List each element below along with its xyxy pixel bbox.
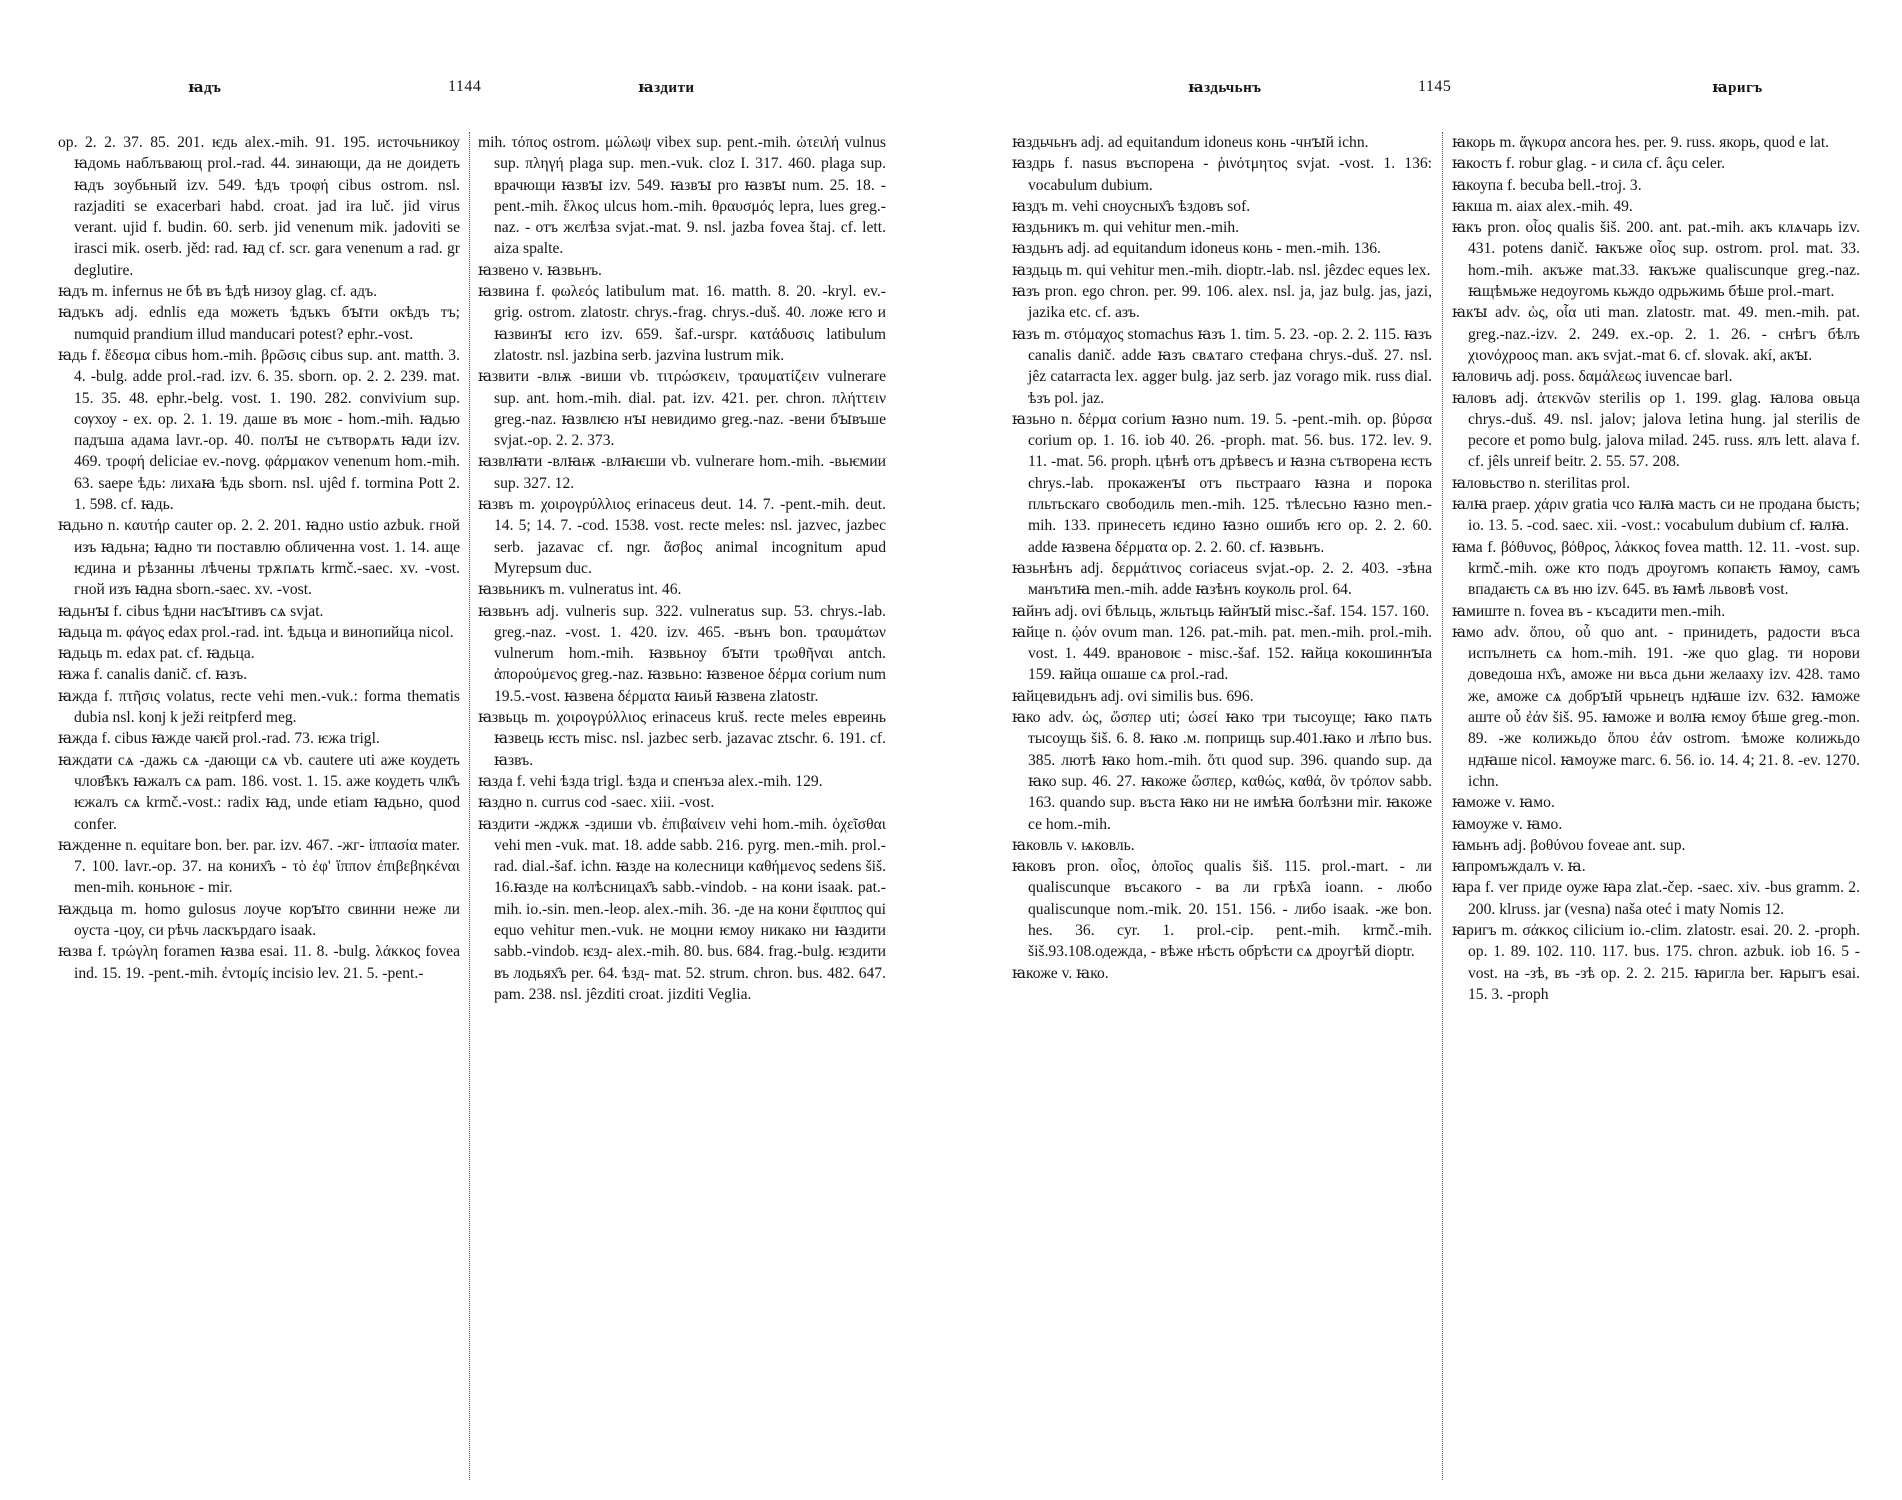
dictionary-entry: ꙗловичь adj. poss. δαμάλεως iuvencae barl. <box>1452 368 1733 386</box>
dictionary-entry: ꙗзвьнъ adj. vulneris sup. 322. vulneratus sup. 53. chrys.-lab. greg.-naz. -vost. 1. 420. izv. 465. -вънъ bon. τραυμάτων vulnerum hom.-mih. ꙗзвьноу бꙑти τρωθῆναι antch. ἀπορούμενος greg.-naz. ꙗзвьно: ꙗзвеное δέρμα corium num 19.5.-vost. ꙗзвена δέρματα ꙗиьй ꙗзвена zlatostr. <box>478 602 886 705</box>
running-head-last-word: ꙗригъ <box>1712 80 1763 96</box>
dictionary-entry: ꙗздьникъ m. qui vehitur men.-mih. <box>1012 219 1240 237</box>
dictionary-entry: ꙗжда f. cibus ꙗжде чаѥй prol.-rad. 73. ѥжа trigl. <box>58 730 380 748</box>
dictionary-entry: ꙗзда f. vehi ѣзда trigl. ѣзда и спенъза alex.-mih. 129. <box>478 772 823 790</box>
dictionary-entry: ꙗкоупа f. becuba bell.-troj. 3. <box>1452 176 1642 194</box>
dictionary-entry: ꙗдьнꙑ f. cibus ѣдни насꙑтивъ сѧ svjat. <box>58 602 324 620</box>
dictionary-column <box>478 132 886 1480</box>
dictionary-entry: ꙗра f. ver приде оуже ꙗра zlat.-čep. -saec. xiv. -bus gramm. 2. 200. klruss. jar (vesna) naša oteć i maty Nomis 12. <box>1452 879 1860 918</box>
dictionary-entry: ꙗдьца m. φάγος edax prol.-rad. int. ѣдьца и винопийца nicol. <box>58 623 454 641</box>
dictionary-entry: ꙗмо adv. ὅπου, οὗ quo ant. - принидеть, радости въса испълнеть сѧ hom.-mih. 191. -же quo glag. ти норови доведоша нх҄ъ, аможе ни вьса дьни желааху izv. 428. тамо же, аможе сѧ добрꙑй чрьнецъ ндꙗше izv. 632. ꙗможе аште οὗ ἐάν šiš. 95. ꙗможе и волꙗ ѥмоу бѣше greg.-mon. 89. -же колижьдо ὅπου ἐάν ostrom. ѣможе колижьдо ндꙗше nicol. ꙗмоуже marc. 6. 56. io. 14. 4; 21. 8. -ev. 1270. ichn. <box>1452 623 1860 790</box>
columns <box>58 132 888 1480</box>
running-head-last-word: ꙗздити <box>638 80 695 96</box>
dictionary-entry: ꙗздити -жджѫ -здиши vb. ἐπιβαίνειν vehi hom.-mih. ὀχεῖσθαι vehi men -vuk. mat. 18. adde sabb. 216. pyrg. men.-mih. prol.-rad. dial.-šaf. ichn. ꙗзде на колесници καθήμενος sedens šiš. 16.ꙗзде на колѣсницах҄ъ sabb.-vindob. - на кони isaak. pat.-mih. io.-sin. men.-leop. alex.-mih. 36. -де на кони ἔφιππος qui equo vehitur men.-vuk. не моцни ѥмоу никако ни ꙗздити sabb.-vindob. ѥзд- alex.-mih. 80. bus. 684. frag.-bulg. ѥздити въ лодьях҄ъ per. 64. ѣзд- mat. 52. strum. chron. bus. 482. 647. pam. 238. nsl. jêzditi croat. jizditi Veglia. <box>478 815 886 1003</box>
dictionary-entry: ꙗможе v. ꙗмо. <box>1452 794 1555 812</box>
dictionary-entry: ꙗжденне n. equitare bon. ber. par. izv. 467. -жг- ἱππασία mater. 7. 100. lavr.-op. 37. на коних҄ъ - τὸ ἐφ' ἵππον ἐπιβεβηκέναι men-mih. коньноѥ - mir. <box>58 836 460 897</box>
dictionary-entry: ꙗзва f. τρώγλη foramen ꙗзва esai. 11. 8. -bulg. λάκκος fovea ind. 15. 19. -pent.-mih. ἐντομίς incisio lev. 21. 5. -pent.- <box>58 943 460 982</box>
right-page <box>1012 70 1860 1480</box>
page-number: 1145 <box>1418 78 1452 95</box>
running-head <box>1012 70 1860 100</box>
dictionary-entry: ꙗкꙑ adv. ὡς, οἷα uti man. zlatostr. mat. 49. men.-mih. pat. greg.-naz.-izv. 2. 249. ex.-op. 2. 1. 26. - снѣгъ бѣлъ χιονόχροος man. акъ svjat.-mat 6. cf. slovak. akí, акꙑ. <box>1452 304 1860 364</box>
dictionary-entry: ꙗждьца m. homo gulosus лоуче корꙑто свинни неже ли оуста -цоу, си рѣчь ласкърдаго isaak. <box>58 900 460 939</box>
dictionary-column <box>58 132 460 1480</box>
dictionary-entry: ꙗздъ m. vehi сноусных҄ъ ѣздовъ sof. <box>1012 197 1251 215</box>
dictionary-entry: ꙗзвено v. ꙗзвьнъ. <box>478 261 602 279</box>
dictionary-entry: op. 2. 2. 37. 85. 201. ѥдь alex.-mih. 91. 195. источьникоу ꙗдомь наблъвающ prol.-rad. 44. зинающи, да не доидеть ꙗдъ зоубьный izv. 549. ѣдъ τροφή cibus ostrom. nsl. razjaditi se exacerbari habd. croat. jad ira luč. jid virus verant. ujid f. budin. 60. serb. jid venenum mik. jadoviti se irasci mik. oserb. jěd: rad. ꙗд cf. scr. gara venenum a rad. gr deglutire. <box>58 134 460 279</box>
dictionary-entry: ꙗзвьникъ m. vulneratus int. 46. <box>478 581 682 599</box>
dictionary-entry: ꙗко adv. ὡς, ὥσπερ uti; ὡσεί ꙗко три тысоуще; ꙗко пѧть тысоущь šiš. 6. 8. ꙗко .м. поприщь sup.401.ꙗко и лѣпо bus. 385. лютѣ ꙗко hom.-mih. ὅτι quod sup. 396. quando sup. да ꙗко sup. 46. 27. ꙗкоже ὥσπερ, καθώς, καθά, ὃν τρόπον sabb. 163. quando sup. въста ꙗко ни не имѣꙗ болѣзни mir. ꙗкоже се hom.-mih. <box>1012 709 1432 833</box>
columns <box>1012 132 1860 1480</box>
dictionary-entry: ꙗждати сѧ -дажь сѧ -дающи сѧ vb. cautere uti аже коудеть члов҄ѣкъ ꙗжалъ сѧ pam. 186. vost. 1. 15. аже коудеть члк҄ъ ѥжалъ сѧ krmč.-vost.: radix ꙗд, unde etiam ꙗдьно, quod confer. <box>58 751 460 833</box>
dictionary-entry: ꙗмьнъ adj. βοθύνου foveae ant. sup. <box>1452 836 1686 854</box>
dictionary-entry: ꙗжда f. πτῆσις volatus, recte vehi men.-vuk.: forma thematis dubia nsl. konj k ježi reitpferd meg. <box>58 687 460 727</box>
page-number: 1144 <box>448 78 482 95</box>
dictionary-entry: ꙗдь f. ἔδεσμα cibus hom.-mih. βρῶσις cibus sup. ant. matth. 3. 4. -bulg. adde prol.-rad. izv. 6. 35. sborn. op. 2. 2. 239. mat. 15. 35. 48. ephr.-belg. vost. 1. 190. 282. convivium sup. сѹхоу - ex. op. 2. 1. 19. даше въ моѥ - hom.-mih. ꙗдью падъша адама lavr.-op. 40. полꙑ не сътворѧть ꙗди izv. 469. τροφή deliciae ev.-novg. φάρμακον venenum hom.-mih. 63. saepe ѣдь: лихаꙗ ѣдь sborn. nsl. ujêd f. tormina Pott 2. 1. 598. cf. ꙗдь. <box>58 346 460 514</box>
dictionary-entry: ꙗмоуже v. ꙗмо. <box>1452 815 1563 833</box>
dictionary-entry: ꙗкша m. aiax alex.-mih. 49. <box>1452 197 1633 215</box>
dictionary-entry: ꙗзвити -влѭ -виши vb. τιτρώσκειν, τραυματίζειν vulnerare sup. ant. hom.-mih. dial. pat. izv. 421. per. chron. πλήττειν greg.-naz. ꙗзвлѥю нꙑ невидимо greg.-naz. -вени бꙑвъше svjat.-op. 2. 2. 373. <box>478 368 886 450</box>
dictionary-entry: ꙗйцевидьнъ adj. ovi similis bus. 696. <box>1012 687 1254 705</box>
dictionary-entry: ꙗздьнъ adj. ad equitandum idoneus конь - men.-mih. 136. <box>1012 240 1381 258</box>
dictionary-entry: ꙗдьць m. edax pat. cf. ꙗдьца. <box>58 645 255 663</box>
dictionary-entry: ꙗдьно n. καυτήρ cauter op. 2. 2. 201. ꙗдно ustio azbuk. гной изъ ꙗдьна; ꙗдно ти поставлю обличенна vost. 1. 14. аще ѥдина и рѣзанны лѣчены трѫпѧть krmč.-saec. xv. -vost. гной изъ ꙗдна sborn.-saec. xv. -vost. <box>58 517 460 599</box>
left-page <box>58 70 888 1480</box>
dictionary-entry: ꙗдъ m. infernus не бѣ въ ѣдѣ низоу glag. cf. адъ. <box>58 283 378 301</box>
dictionary-entry: ꙗковъ pron. οἷος, ὁποῖος qualis šiš. 115. prol.-mart. - ли qualiscunque въсакого - ва ли грѣх҄а ioann. - любо qualiscunque nom.-mik. 20. 151. 156. - либо isaak. -же bon. hes. 36. cyr. 1. prol.-cip. pent.-mih. krmč.-mih. šiš.93.108.одежда, - вѣже нѣсть обрѣсти сѧ дроугѣй dioptr. <box>1012 858 1432 961</box>
dictionary-entry: ꙗжа f. canalis danič. cf. ꙗзъ. <box>58 666 248 684</box>
dictionary-entry: ꙗздрь f. nasus въспорена - ῥινότμητος svjat. -vost. 1. 136: vocabulum dubium. <box>1012 155 1432 194</box>
dictionary-entry: ꙗдъкъ adj. ednlis еда можеть ѣдъкъ бꙑти окѣдъ тъ; numquid prandium illud manducari potest? ephr.-vost. <box>58 304 460 343</box>
running-head-first-word: ꙗздьчьнъ <box>1188 80 1262 96</box>
dictionary-entry: ꙗзвьць m. χοιρογρύλλιος erinaceus kruš. recte meles евреинь ꙗзвець ѥсть misc. nsl. jazbec serb. jazavac ztschr. 6. 191. cf. ꙗзвъ. <box>478 709 886 769</box>
dictionary-entry: ꙗкость f. robur glag. - и сила cf. âçu celer. <box>1452 155 1726 173</box>
dictionary-entry: ꙗкорь m. ἄγκυρα ancora hes. per. 9. russ. якорь, quod e lat. <box>1452 134 1830 151</box>
page-gutter <box>942 60 956 1480</box>
dictionary-entry: ꙗйце n. ᾠόν ovum man. 126. pat.-mih. pat. men.-mih. prol.-mih. vost. 1. 449. врановоѥ - misc.-šaf. 152. ꙗйца кокошиннꙑа 159. ꙗйца ошаше сѧ prol.-rad. <box>1012 623 1432 684</box>
dictionary-column <box>1452 132 1860 1480</box>
dictionary-entry: ꙗзвлꙗти -влꙗѭ -влꙗѥши vb. vulnerare hom.-mih. -вьѥмии sup. 327. 12. <box>478 453 886 492</box>
dictionary-column <box>1012 132 1432 1480</box>
dictionary-entry: ꙗлꙗ praep. χάριν gratia чсо ꙗлꙗ масть си не продана бысть; io. 13. 5. -cod. saec. xii. -vost.: vocabulum dubium cf. ꙗлꙗ. <box>1452 496 1860 535</box>
dictionary-entry: ꙗздьчьнъ adj. ad equitandum idoneus конь -чнꙑй ichn. <box>1012 134 1369 151</box>
dictionary-entry: ꙗловьство n. sterilitas prol. <box>1452 474 1631 492</box>
dictionary-entry: ꙗзьнѣнъ adj. δερμάτινος coriaceus svjat.-op. 2. 2. 403. -зѣна манътиꙗ men.-mih. adde ꙗзѣнъ коуколь prol. 64. <box>1012 559 1432 599</box>
running-head <box>58 70 888 100</box>
dictionary-entry: ꙗмиште n. fovea въ - късадити men.-mih. <box>1452 602 1726 620</box>
dictionary-entry: ꙗздно n. currus cod -saec. xiii. -vost. <box>478 794 715 812</box>
dictionary-entry: ꙗковль v. ѩковль. <box>1012 836 1135 854</box>
dictionary-entry: mih. τόπος ostrom. μώλωψ vibex sup. pent.-mih. ὠτειλή vulnus sup. πληγή plaga sup. men.-vuk. cloz I. 317. 460. plaga sup. врачющи ꙗзвꙑ izv. 549. ꙗзвꙑ pro ꙗзвꙑ num. 25. 18. -pent.-mih. ἕλκος ulcus hom.-mih. θραυσμός lepra, lues greg.-naz. - отъ жєлѣза svjat.-mat. 9. nsl. jazba fovea štaj. cf. lett. aiza spalte. <box>478 134 886 258</box>
dictionary-entry: ꙗзъ pron. ego chron. per. 99. 106. alex. nsl. ja, jaz bulg. jas, jazi, jazika etc. cf. азъ. <box>1012 283 1432 322</box>
dictionary-entry: ꙗкоже v. ꙗко. <box>1012 964 1109 982</box>
dictionary-entry: ꙗйнъ adj. ovi бѣльць, жльтьць ꙗйнꙑй misc.-šaf. 154. 157. 160. <box>1012 602 1430 620</box>
dictionary-entry: ꙗловъ adj. ἀτεκνῶν sterilis op 1. 199. glag. ꙗлова овьца chrys.-duš. 49. nsl. jalov; jalova letina hung. jal sterilis de pecore et pomo bulg. jalova milad. 245. russ. ялъ lett. alava f. cf. jêls unreif beitr. 2. 55. 57. 208. <box>1452 389 1860 471</box>
dictionary-entry: ꙗздьць m. qui vehitur men.-mih. dioptr.-lab. nsl. jêzdec eques lex. <box>1012 261 1431 279</box>
dictionary-entry: ꙗзвина f. φωλεός latibulum mat. 16. matth. 8. 20. -kryl. ev.-grig. ostrom. zlatostr. chrys.-frag. chrys.-duš. 40. ложе ѥго и ꙗзвинꙑ ѥго izv. 659. šaf.-urspr. κατάδυσις latibulum zlatostr. nsl. jazbina serb. jazvina lustrum mik. <box>478 283 886 364</box>
dictionary-entry: ꙗпромъждалъ v. ꙗ. <box>1452 858 1586 876</box>
running-head-first-word: ꙗдъ <box>188 80 222 96</box>
dictionary-entry: ꙗзьно n. δέρμα corium ꙗзно num. 19. 5. -pent.-mih. op. βύρσα corium op. 1. 16. iob 40. 26. -proph. mat. 56. bus. 172. lev. 9. 11. -mat. 56. proph. цѣнѣ отъ дрѣвесъ и ꙗзна сътворена ѥсть chrys.-lab. прокаженꙑ отъ пьстрааго ꙗзна и порока пльтьскаго свободиль men.-mih. 125. тѣлесьно ꙗзно men.-mih. 133. принесеть ѥдино ꙗзно ошибъ ѥго op. 2. 2. 60. adde ꙗзвена δέρματα op. 2. 2. 60. cf. ꙗзвьнъ. <box>1012 410 1432 556</box>
dictionary-entry: ꙗзвъ m. χοιρογρύλλιος erinaceus deut. 14. 7. -pent.-mih. deut. 14. 5; 14. 7. -cod. 1538. vost. recte meles: nsl. jazvec, jazbec serb. jazavac cf. ngr. ἄσβος animal incognitum apud Myrepsum duc. <box>478 496 886 577</box>
dictionary-entry: ꙗзъ m. στόμαχος stomachus ꙗзъ 1. tim. 5. 23. -op. 2. 2. 115. ꙗзъ canalis danič. adde ꙗзъ свѧтаго стефана chrys.-duš. 27. nsl. jêz catarracta lex. agger bulg. jaz serb. jaz vorago mik. russ dial. ѣзъ pol. jaz. <box>1012 325 1432 407</box>
dictionary-entry: ꙗкъ pron. οἷος qualis šiš. 200. ant. pat.-mih. акъ клѧчарь izv. 431. potens danič. ꙗкъже οἷος sup. ostrom. prol. mat. 33. hom.-mih. акъже mat.33. ꙗкъже qualiscunque greg.-naz. ꙗщѣмьже недоугомь кьждо одрьжимь бѣше prol.-mart. <box>1452 219 1860 301</box>
dictionary-entry: ꙗма f. βόθυνος, βόθρος, λάκκος fovea matth. 12. 11. -vost. sup. krmč.-mih. оже кто подъ дроугомъ копаѥть ꙗмоу, самъ впадаѥть сѧ въ ню izv. 645. въ ꙗмѣ львовѣ vost. <box>1452 538 1860 599</box>
dictionary-entry: ꙗригъ m. σάκκος cilicium io.-clim. zlatostr. esai. 20. 2. -proph. op. 1. 89. 102. 110. 117. bus. 175. chron. azbuk. iob 16. 5 -vost. на -зѣ, въ -зѣ op. 2. 2. 215. ꙗригла ber. ꙗрыгъ esai. 15. 3. -proph <box>1452 921 1860 1003</box>
